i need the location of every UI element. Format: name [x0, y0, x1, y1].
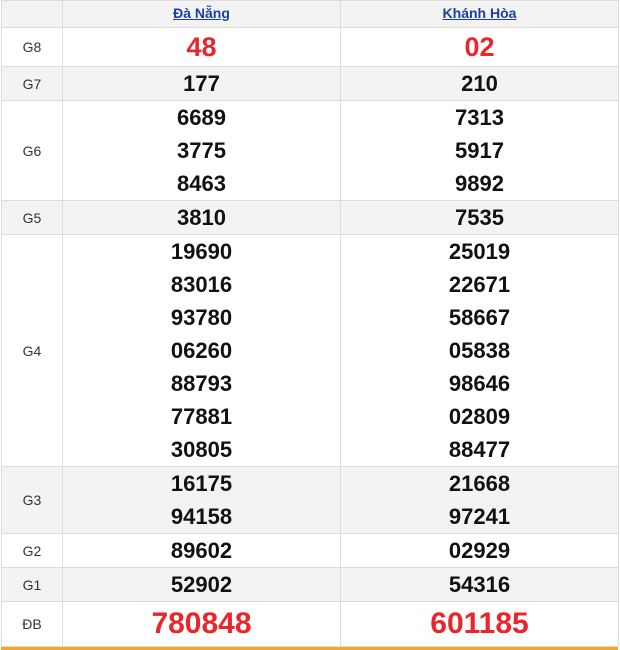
prize-cell	[341, 201, 619, 235]
prize-number: 5917	[455, 138, 504, 163]
prize-number: 780848	[151, 607, 252, 640]
prize-label: G2	[2, 534, 63, 568]
prize-number: 06260	[170, 338, 233, 363]
prize-number: 210	[461, 71, 498, 96]
prize-number: 48	[186, 32, 217, 62]
prize-cell	[341, 67, 619, 101]
prize-cell	[341, 28, 619, 67]
prize-cell	[341, 602, 619, 647]
prize-row	[2, 101, 619, 201]
prize-cell	[63, 235, 341, 467]
prize-label: G7	[2, 67, 63, 101]
header-corner	[2, 1, 63, 28]
prize-number: 54316	[448, 572, 511, 597]
prize-number: 97241	[448, 504, 511, 529]
prize-number: 88477	[448, 437, 511, 462]
prize-number: 52902	[170, 572, 233, 597]
prize-label: G1	[2, 568, 63, 602]
prize-row	[2, 602, 619, 647]
prize-number: 58667	[448, 305, 511, 330]
prize-number: 02929	[448, 538, 511, 563]
prize-cell	[63, 534, 341, 568]
prize-cell	[341, 101, 619, 201]
prize-label: G6	[2, 101, 63, 201]
prize-cell	[63, 67, 341, 101]
prize-cell	[63, 28, 341, 67]
prize-cell	[341, 568, 619, 602]
prize-number: 22671	[448, 272, 511, 297]
prize-number: 8463	[177, 171, 226, 196]
lottery-results-table	[1, 0, 619, 647]
prize-label: G8	[2, 28, 63, 67]
prize-row	[2, 568, 619, 602]
prize-number: 21668	[448, 471, 511, 496]
prize-number: 19690	[170, 239, 233, 264]
prize-number: 3775	[177, 138, 226, 163]
prize-label: ĐB	[2, 602, 63, 647]
prize-label: G4	[2, 235, 63, 467]
prize-number: 83016	[170, 272, 233, 297]
prize-cell	[63, 101, 341, 201]
province-link-khanh-hoa[interactable]: Khánh Hòa	[442, 5, 517, 21]
prize-number: 89602	[170, 538, 233, 563]
prize-number: 05838	[448, 338, 511, 363]
prize-cell	[63, 201, 341, 235]
prize-number: 94158	[170, 504, 233, 529]
prize-row	[2, 534, 619, 568]
prize-row	[2, 201, 619, 235]
province-link-da-nang[interactable]: Đà Nẵng	[173, 5, 230, 21]
prize-cell	[63, 467, 341, 534]
prize-number: 88793	[170, 371, 233, 396]
prize-cell	[341, 534, 619, 568]
prize-number: 16175	[170, 471, 233, 496]
results-body	[2, 1, 619, 647]
prize-number: 25019	[448, 239, 511, 264]
prize-number: 9892	[455, 171, 504, 196]
prize-row	[2, 28, 619, 67]
prize-number: 6689	[177, 105, 226, 130]
prize-cell	[63, 602, 341, 647]
prize-label: G3	[2, 467, 63, 534]
prize-label: G5	[2, 201, 63, 235]
header-row	[2, 1, 619, 28]
prize-row	[2, 67, 619, 101]
prize-cell	[341, 467, 619, 534]
prize-number: 601185	[430, 607, 529, 640]
prize-number: 98646	[448, 371, 511, 396]
prize-row	[2, 235, 619, 467]
prize-number: 93780	[170, 305, 233, 330]
header-province-cell	[341, 1, 619, 28]
header-province-cell	[63, 1, 341, 28]
prize-number: 02	[464, 32, 495, 62]
prize-number: 30805	[170, 437, 233, 462]
prize-cell	[341, 235, 619, 467]
prize-number: 7313	[455, 105, 504, 130]
prize-number: 02809	[448, 404, 511, 429]
prize-number: 77881	[170, 404, 233, 429]
prize-number: 3810	[177, 205, 226, 230]
prize-row	[2, 467, 619, 534]
prize-number: 7535	[455, 205, 504, 230]
prize-cell	[63, 568, 341, 602]
prize-number: 177	[183, 71, 220, 96]
